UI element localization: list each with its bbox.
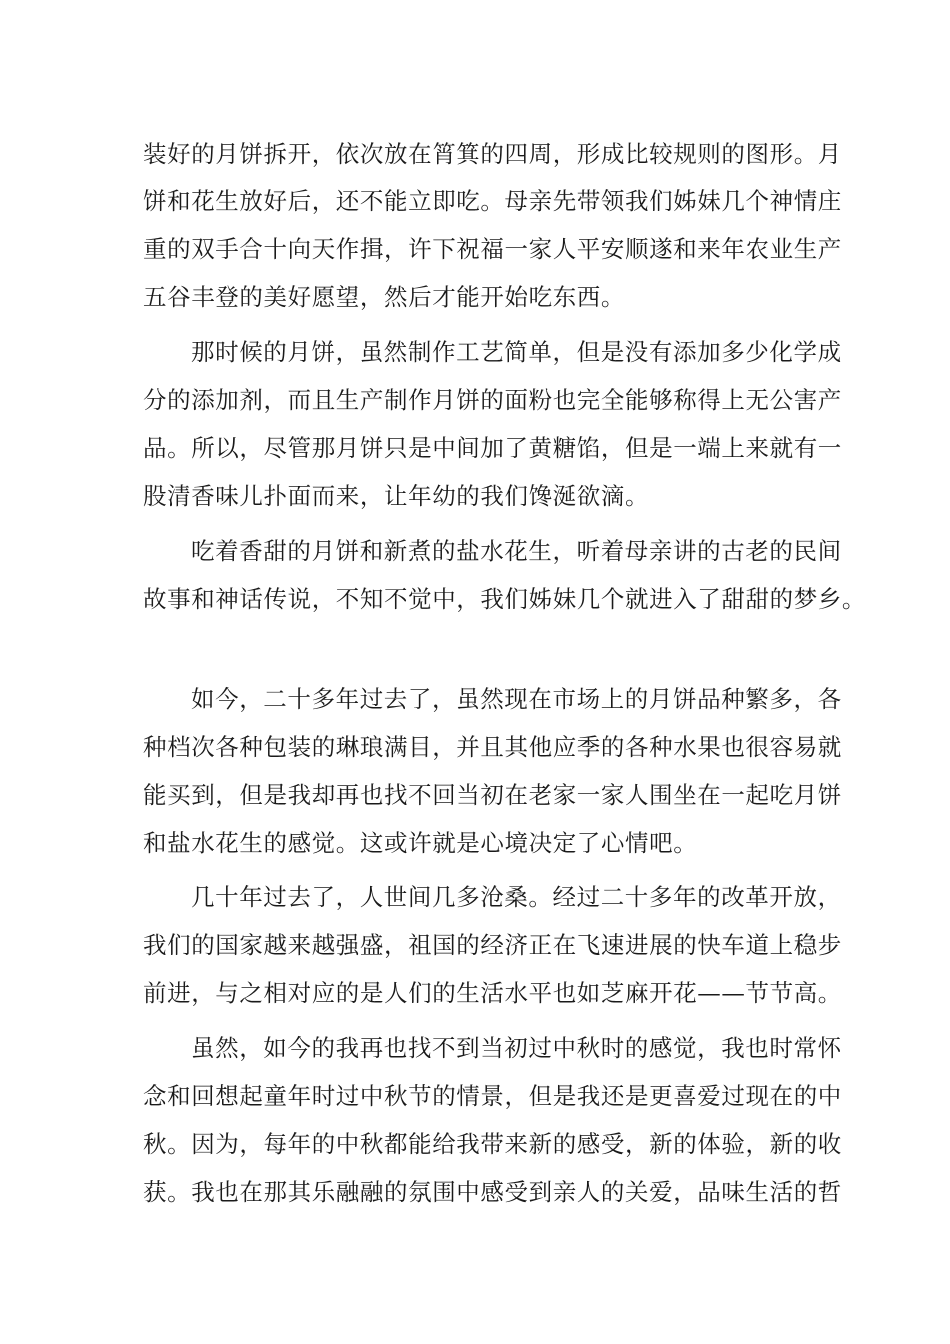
paragraph-first-line: 那时候的月饼，虽然制作工艺简单，但是没有添加多少化学成	[191, 338, 842, 366]
text-line: 饼和花生放好后，还不能立即吃。母亲先带领我们姊妹几个神情庄	[143, 187, 842, 215]
paragraph-first-line: 如今，二十多年过去了，虽然现在市场上的月饼品种繁多，各	[191, 685, 842, 713]
paragraph-first-line: 吃着香甜的月饼和新煮的盐水花生，听着母亲讲的古老的民间	[191, 537, 842, 565]
text-line: 前进，与之相对应的是人们的生活水平也如芝麻开花——节节高。	[143, 979, 842, 1007]
text-line: 种档次各种包装的琳琅满目，并且其他应季的各种水果也很容易就	[143, 733, 842, 761]
text-line: 我们的国家越来越强盛，祖国的经济正在飞速进展的快车道上稳步	[143, 931, 842, 959]
paragraph-first-line: 虽然，如今的我再也找不到当初过中秋时的感觉，我也时常怀	[191, 1034, 842, 1062]
text-line: 分的添加剂，而且生产制作月饼的面粉也完全能够称得上无公害产	[143, 386, 842, 414]
text-line: 股清香味儿扑面而来，让年幼的我们馋涎欲滴。	[143, 482, 650, 510]
text-line: 重的双手合十向天作揖，许下祝福一家人平安顺遂和来年农业生产	[143, 235, 842, 263]
text-line: 念和回想起童年时过中秋节的情景，但是我还是更喜爱过现在的中	[143, 1082, 842, 1110]
text-line: 装好的月饼拆开，依次放在筲箕的四周，形成比较规则的图形。月	[143, 140, 842, 168]
paragraph-first-line: 几十年过去了，人世间几多沧桑。经过二十多年的改革开放，	[191, 883, 842, 911]
text-line: 能买到，但是我却再也找不回当初在老家一家人围坐在一起吃月饼	[143, 781, 842, 809]
text-line: 故事和神话传说，不知不觉中，我们姊妹几个就进入了甜甜的梦乡。	[143, 585, 866, 613]
text-line: 和盐水花生的感觉。这或许就是心境决定了心情吧。	[143, 829, 698, 857]
text-line: 五谷丰登的美好愿望，然后才能开始吃东西。	[143, 283, 625, 311]
text-line: 秋。因为，每年的中秋都能给我带来新的感受，新的体验，新的收	[143, 1130, 842, 1158]
text-line: 品。所以，尽管那月饼只是中间加了黄糖馅，但是一端上来就有一	[143, 434, 842, 462]
text-line: 获。我也在那其乐融融的氛围中感受到亲人的关爱，品味生活的哲	[143, 1178, 842, 1206]
